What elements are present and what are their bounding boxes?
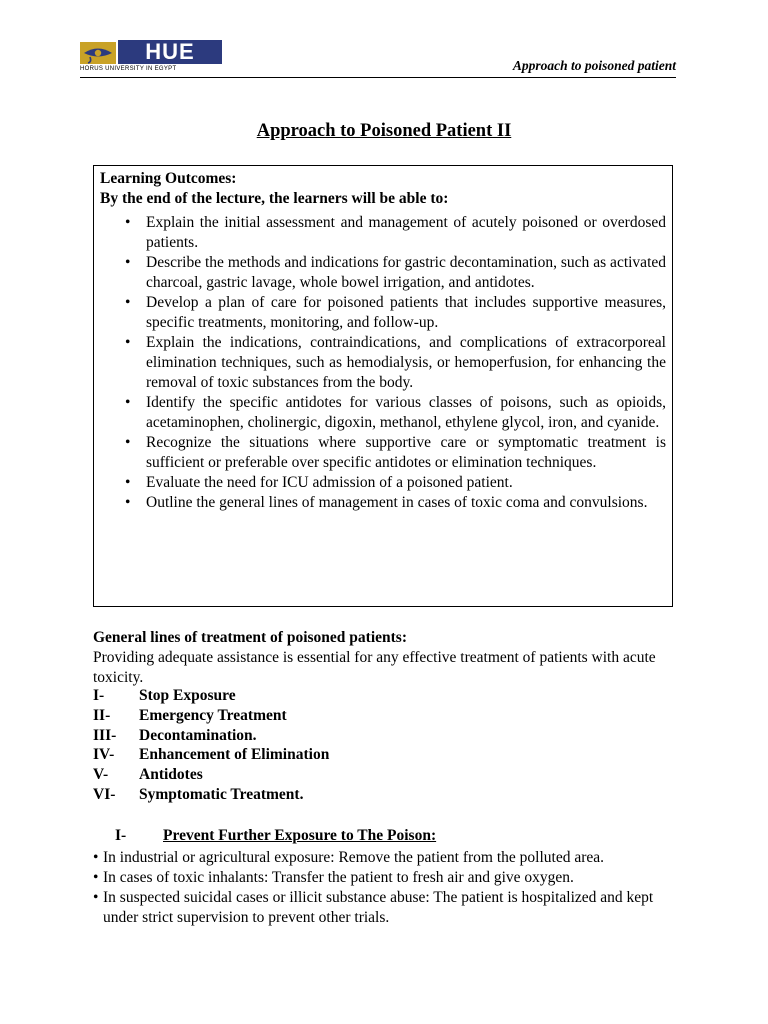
- bullet-icon: •: [93, 869, 99, 886]
- bullet-icon: •: [125, 334, 131, 351]
- university-logo: [80, 40, 225, 76]
- list-item: • Outline the general lines of management in cases of toxic coma and convulsions.: [125, 494, 648, 511]
- learning-outcomes-heading: Learning Outcomes:: [100, 170, 237, 187]
- general-treatment-text: Providing adequate assistance is essential for any effective treatment of patients with acute toxicity.: [93, 649, 656, 686]
- logo-wordmark: HUE: [118, 40, 222, 64]
- logo-subtext: HORUS UNIVERSITY IN EGYPT: [80, 66, 177, 72]
- bullet-icon: •: [125, 294, 131, 311]
- list-item: • In industrial or agricultural exposure: Remove the patient from the polluted area.: [93, 849, 605, 866]
- learning-outcomes-intro: By the end of the lecture, the learners will be able to:: [100, 190, 449, 207]
- header-divider: [80, 77, 676, 78]
- list-item: • Evaluate the need for ICU admission of a poisoned patient.: [125, 474, 513, 491]
- page-header: [80, 40, 676, 78]
- running-title: Approach to poisoned patient: [512, 58, 676, 73]
- list-item: II- Emergency Treatment: [93, 706, 287, 724]
- list-item: • Explain the initial assessment and management of acutely poisoned or overdosed patients.: [125, 214, 666, 251]
- general-treatment-heading: General lines of treatment of poisoned patients:: [93, 629, 407, 646]
- list-item: VI- Symptomatic Treatment.: [93, 785, 304, 803]
- learning-outcomes-list: [94, 213, 672, 513]
- list-item: • Identify the specific antidotes for various classes of poisons, such as opioids, acetaminophen, cholinergic, digoxin, methanol, ethylene glycol, iron, and cyanide.: [125, 394, 666, 431]
- bullet-icon: •: [125, 214, 131, 231]
- section-number: I-: [115, 827, 127, 844]
- bullet-icon: •: [125, 474, 131, 491]
- list-item: • Recognize the situations where supportive care or symptomatic treatment is sufficient or preferable over specific antidotes or elimination techniques.: [125, 434, 666, 471]
- bullet-icon: •: [93, 849, 99, 866]
- list-item: • Explain the indications, contraindications, and complications of extracorporeal elimination techniques, such as hemodialysis, or hemoperfusion, for enhancing the removal of toxic substances from the body.: [125, 334, 666, 391]
- list-item: • Develop a plan of care for poisoned patients that includes supportive measures, specific treatments, monitoring, and follow-up.: [125, 294, 666, 331]
- bullet-icon: •: [125, 434, 131, 451]
- learning-outcomes-box: [93, 165, 673, 607]
- bullet-icon: •: [125, 394, 131, 411]
- list-item: III- Decontamination.: [93, 726, 257, 744]
- list-item: I- Stop Exposure: [93, 687, 236, 704]
- bullet-icon: •: [125, 254, 131, 271]
- list-item: • Describe the methods and indications for gastric decontamination, such as activated charcoal, gastric lavage, whole bowel irrigation, and antidotes.: [125, 254, 666, 291]
- section-title: Prevent Further Exposure to The Poison:: [163, 827, 437, 844]
- bullet-icon: •: [93, 889, 99, 906]
- list-item: IV- Enhancement of Elimination: [93, 746, 330, 764]
- list-item: • In suspected suicidal cases or illicit substance abuse: The patient is hospitalized and kept under strict supervision to prevent other trials.: [93, 889, 654, 926]
- list-item: V- Antidotes: [93, 766, 203, 784]
- treatment-steps-list: [93, 686, 593, 805]
- horus-eye-icon: [80, 42, 116, 64]
- exposure-list: [93, 848, 678, 928]
- bullet-icon: •: [125, 494, 131, 511]
- list-item: • In cases of toxic inhalants: Transfer the patient to fresh air and give oxygen.: [93, 869, 574, 886]
- document-title: Approach to Poisoned Patient II: [256, 121, 512, 141]
